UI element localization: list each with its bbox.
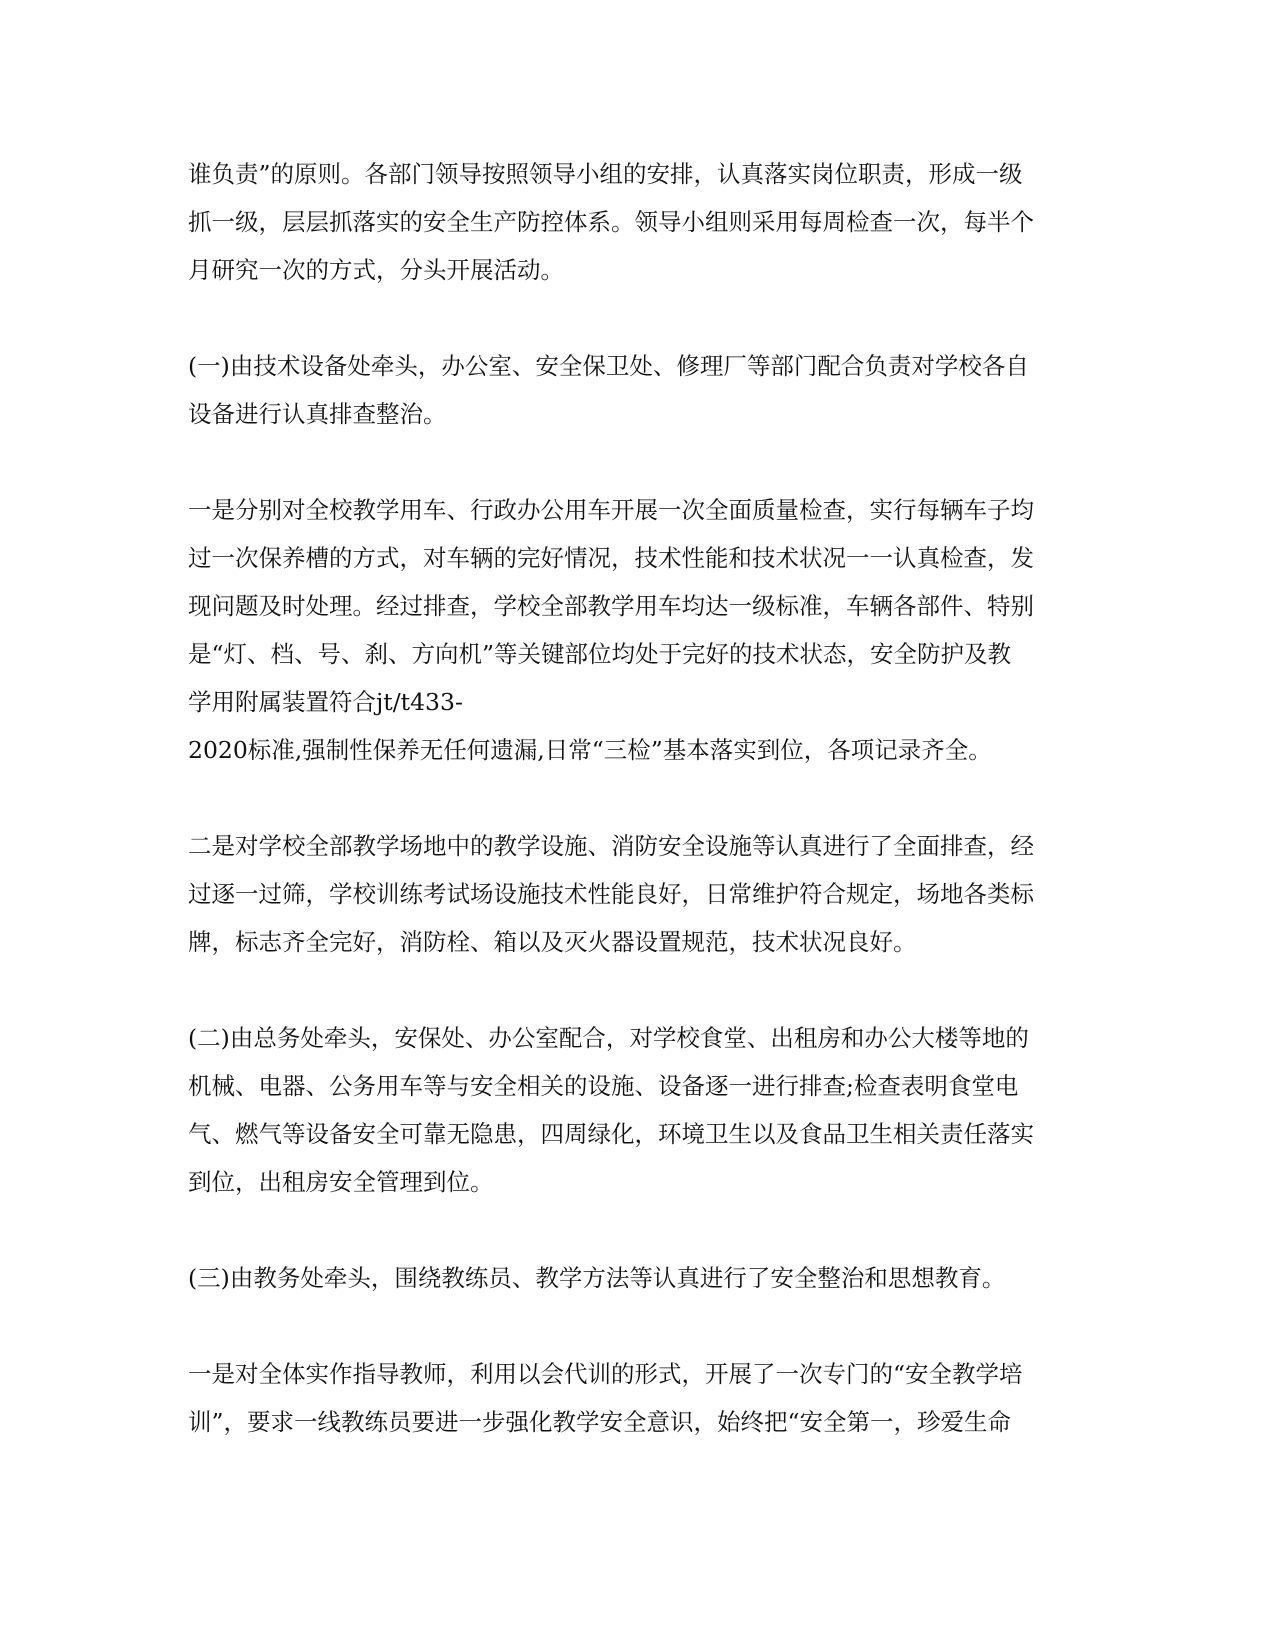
paragraph-vehicle-inspection: [188, 486, 1088, 774]
text-line: 二是对学校全部教学场地中的教学设施、消防安全设施等认真进行了全面排查，经: [188, 832, 1034, 860]
document-body: [188, 150, 1088, 1494]
paragraph-section-1-heading: [188, 342, 1088, 438]
text-line: 谁负责”的原则。各部门领导按照领导小组的安排，认真落实岗位职责，形成一级: [188, 160, 1023, 188]
text-line: 到位，出租房安全管理到位。: [188, 1168, 494, 1196]
paragraph-facility-inspection: [188, 822, 1088, 966]
text-line: (二)由总务处牵头，安保处、办公室配合，对学校食堂、出租房和办公大楼等地的: [188, 1024, 1029, 1052]
text-line: 过一次保养槽的方式，对车辆的完好情况，技术性能和技术状况一一认真检查，发: [188, 544, 1034, 572]
text-line: 过逐一过筛，学校训练考试场设施技术性能良好，日常维护符合规定，场地各类标: [188, 880, 1034, 908]
paragraph-instructor-training: [188, 1350, 1088, 1446]
text-line: 训”，要求一线教练员要进一步强化教学安全意识，始终把“安全第一，珍爱生命: [188, 1408, 1012, 1436]
text-line: 牌，标志齐全完好，消防栓、箱以及灭火器设置规范，技术状况良好。: [188, 928, 917, 956]
text-line: (三)由教务处牵头，围绕教练员、教学方法等认真进行了安全整治和思想教育。: [188, 1264, 1006, 1292]
text-line: 现问题及时处理。经过排查，学校全部教学用车均达一级标准，车辆各部件、特别: [188, 592, 1034, 620]
text-line: 一是对全体实作指导教师，利用以会代训的形式，开展了一次专门的“安全教学培: [188, 1360, 1023, 1388]
text-line: (一)由技术设备处牵头，办公室、安全保卫处、修理厂等部门配合负责对学校各自: [188, 352, 1029, 380]
paragraph-responsibility-principle: [188, 150, 1088, 294]
text-line: 设备进行认真排查整治。: [188, 400, 447, 428]
text-line: 气、燃气等设备安全可靠无隐患，四周绿化，环境卫生以及食品卫生相关责任落实: [188, 1120, 1034, 1148]
text-line: 机械、电器、公务用车等与安全相关的设施、设备逐一进行排查;检查表明食堂电: [188, 1072, 1019, 1100]
text-line: 2020标准,强制性保养无任何遗漏,日常“三检”基本落实到位，各项记录齐全。: [188, 736, 992, 764]
paragraph-section-2: [188, 1014, 1088, 1206]
text-line: 一是分别对全校教学用车、行政办公用车开展一次全面质量检查，实行每辆车子均: [188, 496, 1034, 524]
text-line: 月研究一次的方式，分头开展活动。: [188, 256, 564, 284]
text-line: 抓一级，层层抓落实的安全生产防控体系。领导小组则采用每周检查一次，每半个: [188, 208, 1034, 236]
paragraph-section-3: [188, 1254, 1088, 1302]
text-line: 是“灯、档、号、刹、方向机”等关键部位均处于完好的技术状态，安全防护及教: [188, 640, 1012, 668]
text-line: 学用附属装置符合jt/t433-: [188, 688, 463, 716]
